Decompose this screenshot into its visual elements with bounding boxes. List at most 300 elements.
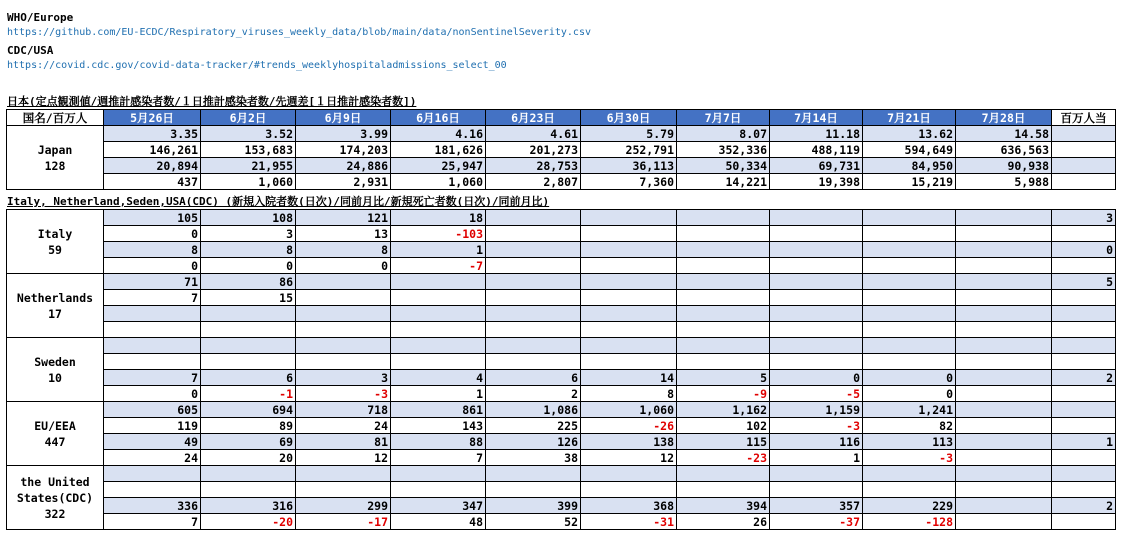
value-cell (201, 338, 296, 354)
value-cell (296, 338, 391, 354)
value-cell: 316 (201, 498, 296, 514)
value-cell: 694 (201, 402, 296, 418)
value-cell: 8 (201, 242, 296, 258)
value-cell: 7 (391, 450, 486, 466)
per-million-cell (1052, 450, 1116, 466)
value-cell: 6 (201, 370, 296, 386)
per-million-cell (1052, 466, 1116, 482)
value-cell (677, 210, 770, 226)
table-row (7, 126, 1116, 142)
value-cell (581, 482, 677, 498)
value-cell (677, 274, 770, 290)
value-cell (486, 466, 581, 482)
value-cell (677, 226, 770, 242)
value-cell (956, 386, 1052, 402)
value-cell (677, 354, 770, 370)
value-cell: 121 (296, 210, 391, 226)
value-cell: 8.07 (677, 126, 770, 142)
value-cell: 229 (863, 498, 956, 514)
value-cell (863, 274, 956, 290)
value-cell (956, 402, 1052, 418)
value-cell (391, 466, 486, 482)
value-cell (770, 482, 863, 498)
japan-table-title: 日本(定点観測値/週推計感染者数/１日推計感染者数/先週差[１日推計感染者数]) (7, 95, 417, 108)
per-million-cell: 3 (1052, 210, 1116, 226)
country-name: Italy (37, 226, 73, 241)
value-cell (770, 210, 863, 226)
per-million-cell (1052, 418, 1116, 434)
value-cell (956, 242, 1052, 258)
table-row (7, 514, 1116, 530)
value-cell (677, 242, 770, 258)
value-cell: 2,931 (296, 174, 391, 190)
header-date: 7月21日 (863, 110, 956, 126)
value-cell (956, 482, 1052, 498)
value-cell: 594,649 (863, 142, 956, 158)
value-cell (863, 306, 956, 322)
value-cell (581, 306, 677, 322)
value-cell: 86 (201, 274, 296, 290)
value-cell (956, 514, 1052, 530)
value-cell: 0 (863, 386, 956, 402)
value-cell: 3 (296, 370, 391, 386)
value-cell (391, 274, 486, 290)
value-cell: 126 (486, 434, 581, 450)
value-cell (486, 210, 581, 226)
value-cell: 1 (391, 386, 486, 402)
value-cell (104, 306, 201, 322)
value-cell (486, 338, 581, 354)
value-cell (677, 290, 770, 306)
value-cell (863, 354, 956, 370)
value-cell: 52 (486, 514, 581, 530)
value-cell (581, 354, 677, 370)
source-link-who[interactable]: https://github.com/EU-ECDC/Respiratory_viruses_weekly_data/blob/main/data/nonSentinelSeverity.csv (7, 27, 591, 38)
value-cell: 0 (104, 386, 201, 402)
per-million-cell (1052, 226, 1116, 242)
value-cell: 38 (486, 450, 581, 466)
value-cell (486, 274, 581, 290)
value-cell: 347 (391, 498, 486, 514)
value-cell: -7 (391, 258, 486, 274)
table-row (7, 142, 1116, 158)
value-cell: 7 (104, 370, 201, 386)
value-cell (581, 338, 677, 354)
value-cell: 14 (581, 370, 677, 386)
value-cell: 28,753 (486, 158, 581, 174)
value-cell: 90,938 (956, 158, 1052, 174)
table-row (7, 242, 1116, 258)
country-cell (7, 274, 104, 338)
value-cell: 357 (770, 498, 863, 514)
country-name: Netherlands (16, 290, 94, 305)
value-cell: 6 (486, 370, 581, 386)
value-cell (296, 290, 391, 306)
value-cell (104, 482, 201, 498)
value-cell (486, 322, 581, 338)
value-cell: 48 (391, 514, 486, 530)
per-million-cell (1052, 354, 1116, 370)
table-row (7, 402, 1116, 418)
value-cell: 49 (104, 434, 201, 450)
japan-table (6, 109, 1116, 190)
header-date: 6月23日 (486, 110, 581, 126)
table-row (7, 498, 1116, 514)
table-row (7, 174, 1116, 190)
other-table-title: Italy, Netherland,Seden,USA(CDC) (新規入院者数(日次)/同前月比/新規死亡者数(日次)/同前月比) (7, 195, 550, 208)
value-cell: 115 (677, 434, 770, 450)
per-million-cell (1052, 322, 1116, 338)
value-cell (486, 258, 581, 274)
value-cell (770, 338, 863, 354)
per-million-cell (1052, 158, 1116, 174)
country-population: 128 (44, 158, 66, 173)
value-cell: 12 (581, 450, 677, 466)
value-cell: 718 (296, 402, 391, 418)
value-cell: -5 (770, 386, 863, 402)
value-cell (104, 354, 201, 370)
value-cell: 1 (770, 450, 863, 466)
value-cell (770, 322, 863, 338)
value-cell: 105 (104, 210, 201, 226)
value-cell: 84,950 (863, 158, 956, 174)
value-cell (296, 482, 391, 498)
value-cell: 13 (296, 226, 391, 242)
value-cell (486, 306, 581, 322)
value-cell: 8 (104, 242, 201, 258)
value-cell: 8 (296, 242, 391, 258)
per-million-cell (1052, 258, 1116, 274)
header-date: 7月7日 (677, 110, 770, 126)
value-cell (956, 450, 1052, 466)
header-country: 国名/百万人 (7, 110, 104, 126)
japan-header-row (7, 110, 1116, 126)
value-cell (956, 338, 1052, 354)
source-label-cdc: CDC/USA (7, 44, 54, 57)
value-cell (956, 258, 1052, 274)
value-cell (863, 210, 956, 226)
value-cell (956, 226, 1052, 242)
per-million-cell: 1 (1052, 434, 1116, 450)
value-cell: 0 (104, 226, 201, 242)
value-cell (391, 322, 486, 338)
value-cell (296, 306, 391, 322)
table-row (7, 226, 1116, 242)
per-million-cell: 2 (1052, 370, 1116, 386)
value-cell: 153,683 (201, 142, 296, 158)
table-row (7, 386, 1116, 402)
value-cell: 19,398 (770, 174, 863, 190)
country-population: 322 (44, 506, 66, 521)
value-cell (201, 466, 296, 482)
value-cell: 26 (677, 514, 770, 530)
country-name: Japan (37, 142, 73, 157)
value-cell: 113 (863, 434, 956, 450)
value-cell: 14,221 (677, 174, 770, 190)
value-cell: 1,241 (863, 402, 956, 418)
value-cell (581, 466, 677, 482)
table-row (7, 354, 1116, 370)
value-cell: -20 (201, 514, 296, 530)
value-cell: 25,947 (391, 158, 486, 174)
value-cell (956, 306, 1052, 322)
value-cell: 119 (104, 418, 201, 434)
value-cell: 82 (863, 418, 956, 434)
value-cell: -128 (863, 514, 956, 530)
value-cell: 8 (581, 386, 677, 402)
value-cell (104, 338, 201, 354)
value-cell: 336 (104, 498, 201, 514)
country-population: 59 (48, 242, 62, 257)
value-cell: 0 (201, 258, 296, 274)
per-million-cell: 2 (1052, 498, 1116, 514)
value-cell (486, 354, 581, 370)
value-cell: 108 (201, 210, 296, 226)
per-million-cell (1052, 338, 1116, 354)
per-million-cell (1052, 514, 1116, 530)
value-cell: 7 (104, 290, 201, 306)
table-row (7, 450, 1116, 466)
value-cell (956, 498, 1052, 514)
country-population: 10 (48, 370, 62, 385)
value-cell: 20 (201, 450, 296, 466)
value-cell (770, 306, 863, 322)
country-name: Sweden (34, 354, 76, 369)
value-cell: -3 (770, 418, 863, 434)
value-cell: -26 (581, 418, 677, 434)
value-cell: -23 (677, 450, 770, 466)
value-cell: 4 (391, 370, 486, 386)
value-cell: 1,060 (391, 174, 486, 190)
value-cell: 1 (391, 242, 486, 258)
value-cell (581, 258, 677, 274)
value-cell: 7 (104, 514, 201, 530)
value-cell (486, 242, 581, 258)
value-cell (677, 322, 770, 338)
value-cell: 299 (296, 498, 391, 514)
value-cell (863, 242, 956, 258)
value-cell: 174,203 (296, 142, 391, 158)
value-cell (201, 482, 296, 498)
value-cell (391, 482, 486, 498)
table-row (7, 370, 1116, 386)
value-cell: 5.79 (581, 126, 677, 142)
value-cell (677, 306, 770, 322)
value-cell (104, 322, 201, 338)
value-cell (956, 210, 1052, 226)
per-million-cell (1052, 290, 1116, 306)
value-cell: -3 (863, 450, 956, 466)
value-cell: 15,219 (863, 174, 956, 190)
source-link-cdc[interactable]: https://covid.cdc.gov/covid-data-tracker/#trends_weeklyhospitaladmissions_select_00 (7, 60, 507, 71)
value-cell: 1,159 (770, 402, 863, 418)
value-cell: 13.62 (863, 126, 956, 142)
table-row (7, 418, 1116, 434)
value-cell (391, 290, 486, 306)
value-cell (956, 274, 1052, 290)
header-date: 6月2日 (201, 110, 296, 126)
value-cell: 89 (201, 418, 296, 434)
value-cell: -31 (581, 514, 677, 530)
value-cell: 146,261 (104, 142, 201, 158)
value-cell (581, 322, 677, 338)
table-row (7, 322, 1116, 338)
value-cell (770, 354, 863, 370)
value-cell: 2,807 (486, 174, 581, 190)
country-cell (7, 338, 104, 402)
value-cell: 143 (391, 418, 486, 434)
value-cell (581, 290, 677, 306)
value-cell: 21,955 (201, 158, 296, 174)
table-row (7, 306, 1116, 322)
value-cell: 3 (201, 226, 296, 242)
header-date: 7月14日 (770, 110, 863, 126)
value-cell (770, 258, 863, 274)
value-cell: 71 (104, 274, 201, 290)
table-row (7, 466, 1116, 482)
table-row (7, 158, 1116, 174)
value-cell: 605 (104, 402, 201, 418)
value-cell (863, 226, 956, 242)
country-name: the United States(CDC) (16, 474, 94, 505)
value-cell (956, 370, 1052, 386)
value-cell: 138 (581, 434, 677, 450)
value-cell (201, 354, 296, 370)
value-cell (863, 322, 956, 338)
header-date: 6月30日 (581, 110, 677, 126)
value-cell: 181,626 (391, 142, 486, 158)
value-cell: 437 (104, 174, 201, 190)
value-cell: 1,060 (201, 174, 296, 190)
value-cell (201, 322, 296, 338)
per-million-cell (1052, 402, 1116, 418)
value-cell (391, 338, 486, 354)
value-cell: 11.18 (770, 126, 863, 142)
per-million-cell: 5 (1052, 274, 1116, 290)
value-cell: 81 (296, 434, 391, 450)
value-cell: 5 (677, 370, 770, 386)
table-row (7, 274, 1116, 290)
value-cell (956, 418, 1052, 434)
value-cell (956, 434, 1052, 450)
value-cell: 1,060 (581, 402, 677, 418)
value-cell: 5,988 (956, 174, 1052, 190)
value-cell (296, 354, 391, 370)
value-cell (770, 274, 863, 290)
header-date: 7月28日 (956, 110, 1052, 126)
value-cell: 2 (486, 386, 581, 402)
value-cell: -17 (296, 514, 391, 530)
value-cell (581, 274, 677, 290)
value-cell: 636,563 (956, 142, 1052, 158)
table-row (7, 210, 1116, 226)
value-cell (581, 226, 677, 242)
value-cell (677, 258, 770, 274)
value-cell: 352,336 (677, 142, 770, 158)
value-cell (296, 322, 391, 338)
value-cell (770, 242, 863, 258)
value-cell (677, 338, 770, 354)
value-cell: 3.52 (201, 126, 296, 142)
value-cell (391, 306, 486, 322)
value-cell (863, 482, 956, 498)
value-cell: 24 (104, 450, 201, 466)
value-cell: 4.16 (391, 126, 486, 142)
value-cell: -1 (201, 386, 296, 402)
table-row (7, 434, 1116, 450)
table-row (7, 290, 1116, 306)
country-population: 447 (44, 434, 66, 449)
value-cell: 201,273 (486, 142, 581, 158)
value-cell: 14.58 (956, 126, 1052, 142)
value-cell: 12 (296, 450, 391, 466)
table-row (7, 258, 1116, 274)
value-cell: -103 (391, 226, 486, 242)
value-cell (863, 338, 956, 354)
per-million-cell (1052, 174, 1116, 190)
value-cell (486, 482, 581, 498)
value-cell (581, 242, 677, 258)
value-cell: 1,162 (677, 402, 770, 418)
value-cell (296, 466, 391, 482)
other-table (6, 209, 1116, 530)
value-cell: 24,886 (296, 158, 391, 174)
value-cell (486, 226, 581, 242)
source-label-who: WHO/Europe (7, 11, 74, 24)
value-cell: 3.35 (104, 126, 201, 142)
value-cell: 69,731 (770, 158, 863, 174)
value-cell: 0 (863, 370, 956, 386)
table-row (7, 482, 1116, 498)
value-cell: 102 (677, 418, 770, 434)
value-cell: 7,360 (581, 174, 677, 190)
value-cell: 0 (104, 258, 201, 274)
header-per-million: 百万人当 (1052, 110, 1116, 126)
value-cell: 368 (581, 498, 677, 514)
value-cell: 24 (296, 418, 391, 434)
value-cell (581, 210, 677, 226)
value-cell (956, 322, 1052, 338)
country-cell (7, 126, 104, 190)
value-cell: 252,791 (581, 142, 677, 158)
value-cell: 69 (201, 434, 296, 450)
value-cell: 15 (201, 290, 296, 306)
value-cell (486, 290, 581, 306)
value-cell: 36,113 (581, 158, 677, 174)
value-cell (296, 274, 391, 290)
value-cell (770, 466, 863, 482)
country-cell (7, 466, 104, 530)
value-cell: 0 (770, 370, 863, 386)
value-cell: 394 (677, 498, 770, 514)
header-date: 6月9日 (296, 110, 391, 126)
value-cell: 4.61 (486, 126, 581, 142)
value-cell: 399 (486, 498, 581, 514)
value-cell (104, 466, 201, 482)
value-cell: 0 (296, 258, 391, 274)
value-cell (956, 290, 1052, 306)
value-cell: 488,119 (770, 142, 863, 158)
country-population: 17 (48, 306, 62, 321)
header-date: 6月16日 (391, 110, 486, 126)
value-cell (201, 306, 296, 322)
value-cell: -3 (296, 386, 391, 402)
table-row (7, 338, 1116, 354)
value-cell (677, 482, 770, 498)
per-million-cell (1052, 126, 1116, 142)
value-cell: 50,334 (677, 158, 770, 174)
value-cell (770, 226, 863, 242)
